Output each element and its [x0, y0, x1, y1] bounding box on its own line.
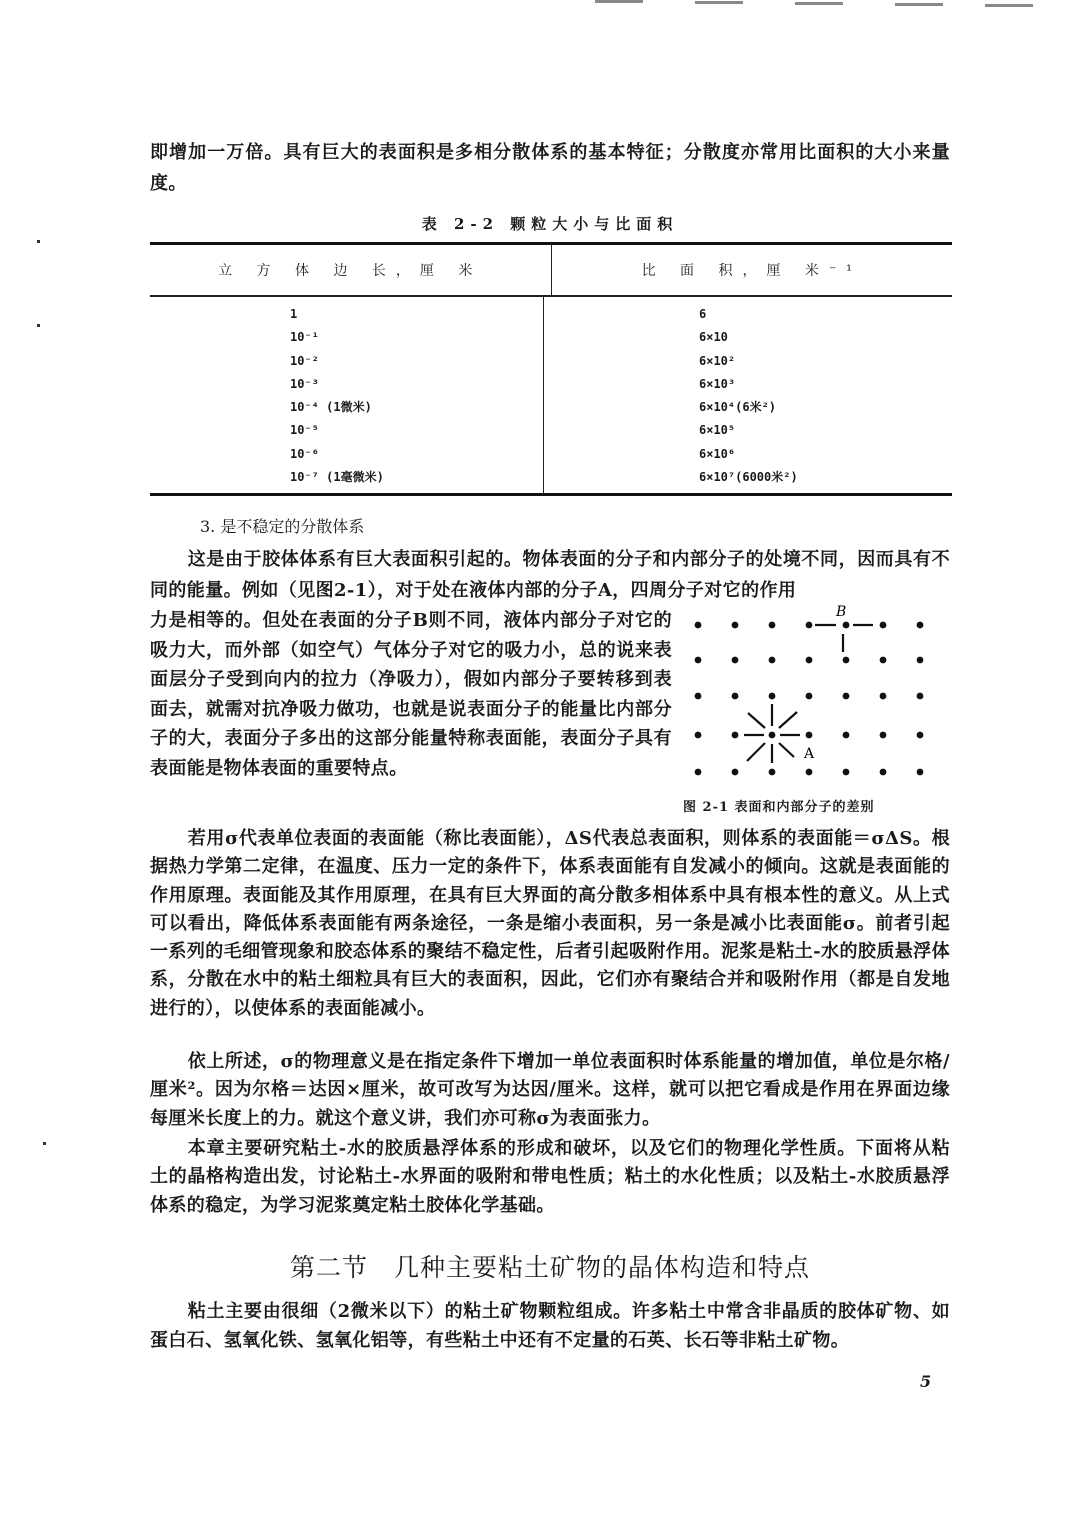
table-cell-area: 6×10² — [699, 353, 736, 368]
molecule-dot — [769, 657, 776, 664]
molecule-dot — [917, 769, 924, 776]
molecule-dot — [695, 769, 702, 776]
molecule-dot — [806, 657, 813, 664]
molecule-dot — [695, 657, 702, 664]
paragraph-surface-energy-wrap: 力是相等的。但处在表面的分子B则不同，液体内部分子对它的吸力大，而外部（如空气）气体分子对它的吸力小，总的说来表面层分子受到向内的拉力（净吸力），假如内部分子要转移到表面去，就需对抗净吸力做功，也就是说表面分子的能量比内部分子的大，表面分子多出的这部分能量特称表面能，表面分子具有表面能是物体表面的重要特点。 — [150, 610, 672, 779]
paragraph-chapter-scope: 本章主要研究粘土-水的胶质悬浮体系的形成和破坏，以及它们的物理化学性质。下面将从粘土的晶格构造出发，讨论粘土-水界面的吸附和带电性质；粘土的水化性质；以及粘土-水胶质悬浮体系的稳定，为学习泥浆奠定粘土胶体化学基础。 — [150, 1138, 950, 1216]
molecule-dot — [917, 622, 924, 629]
table-cell-edge: 10⁻³ — [290, 376, 319, 391]
molecule-dot — [880, 657, 887, 664]
molecule-dot — [806, 732, 813, 739]
molecule-dot — [732, 769, 739, 776]
table-cell-area: 6×10³ — [699, 376, 736, 391]
scan-mark — [595, 0, 643, 3]
molecule-dot — [806, 769, 813, 776]
molecule-dot — [843, 657, 850, 664]
molecule-dot — [917, 732, 924, 739]
table-cell-edge: 10⁻⁴ (1微米) — [290, 400, 372, 415]
paragraph-clay-composition: 粘土主要由很细（2微米以下）的粘土矿物颗粒组成。许多粘土中常含非晶质的胶体矿物、如蛋白石、氢氧化铁、氢氧化铝等，有些粘土中还有不定量的石英、长石等非粘土矿物。 — [150, 1301, 950, 1351]
scan-speck — [37, 324, 40, 327]
molecule-dot — [917, 693, 924, 700]
table-cell-area: 6×10⁵ — [699, 423, 736, 438]
molecule-dot — [769, 693, 776, 700]
specific-area-column — [544, 297, 952, 493]
paragraph-unstable-intro: 这是由于胶体体系有巨大表面积引起的。物体表面的分子和内部分子的处境不同，因而具有不同的能量。例如（见图2-1），对于处在液体内部的分子A，四周分子对它的作用 — [150, 549, 950, 601]
intro-paragraph: 即增加一万倍。具有巨大的表面积是多相分散体系的基本特征；分散度亦常用比面积的大小来量度。 — [150, 142, 950, 194]
molecule-dot — [917, 657, 924, 664]
molecule-dot — [806, 693, 813, 700]
molecule-diagram — [683, 600, 953, 822]
table-header-row — [150, 245, 952, 295]
subheading: 3. 是不稳定的分散体系 — [200, 517, 365, 536]
particle-size-table — [150, 242, 952, 496]
molecule-dot — [732, 693, 739, 700]
table-cell-edge: 10⁻² — [290, 353, 319, 368]
molecule-dot — [843, 769, 850, 776]
scan-mark — [695, 1, 743, 4]
table-bottom-rule — [150, 493, 952, 496]
scan-speck — [43, 1142, 46, 1145]
label-a: A — [804, 746, 815, 762]
molecule-dot — [732, 622, 739, 629]
table-cell-edge: 10⁻⁷ (1毫微米) — [290, 470, 384, 485]
table-caption: 表 2-2 颗粒大小与比面积 — [421, 215, 679, 233]
molecule-dot — [732, 657, 739, 664]
scan-mark — [985, 4, 1033, 7]
header-specific-area: 比 面 积，厘 米⁻¹ — [641, 263, 862, 279]
figure-caption: 图 2-1 表面和内部分子的差别 — [683, 800, 875, 815]
table-cell-area: 6×10 — [699, 330, 728, 345]
molecule-dot — [695, 622, 702, 629]
molecule-dot — [695, 732, 702, 739]
molecule-dot — [880, 769, 887, 776]
table-cell-edge: 1 — [290, 307, 298, 321]
molecule-dot — [843, 622, 850, 629]
molecule-dot — [880, 693, 887, 700]
table-cell-edge: 10⁻⁵ — [290, 423, 319, 438]
table-cell-area: 6×10⁴(6米²) — [699, 400, 777, 415]
table-cell-area: 6×10⁶ — [699, 446, 736, 461]
header-edge-length: 立 方 体 边 长，厘 米 — [150, 245, 552, 295]
molecule-b-arrows — [815, 625, 873, 652]
table-cell-area: 6 — [699, 307, 707, 321]
table-cell-area: 6×10⁷(6000米²) — [699, 470, 798, 485]
label-b: B — [836, 604, 847, 620]
molecule-dot — [880, 732, 887, 739]
scan-mark — [795, 2, 843, 5]
molecule-dot — [769, 732, 776, 739]
page-number: 5 — [920, 1372, 932, 1391]
molecule-dot — [843, 693, 850, 700]
molecule-dot — [806, 622, 813, 629]
table-cell-edge: 10⁻¹ — [290, 330, 319, 345]
molecule-dot — [769, 769, 776, 776]
molecule-dot — [880, 622, 887, 629]
molecule-dot — [843, 732, 850, 739]
molecule-dot — [695, 693, 702, 700]
table-cell-edge: 10⁻⁶ — [290, 446, 319, 461]
paragraph-surface-energy-principle: 若用σ代表单位表面的表面能（称比表面能），ΔS代表总表面积，则体系的表面能＝σΔS。根据热力学第二定律，在温度、压力一定的条件下，体系表面能有自发减小的倾向。这就是表面能的作用原理。表面能及其作用原理，在具有巨大界面的高分散多相体系中具有根本性的意义。从上式可以看出，降低体系表面能有两条途径，一条是缩小表面积，另一条是减小比表面能σ。前者引起一系列的毛细管现象和胶态体系的聚结不稳定性，后者引起吸附作用。泥浆是粘土-水的胶质悬浮体系，分散在水中的粘土细粒具有巨大的表面积，因此，它们亦有聚结合并和吸附作用（都是自发地进行的），以使体系的表面能减小。 — [150, 828, 950, 1019]
paragraph-surface-tension: 依上所述，σ的物理意义是在指定条件下增加一单位表面积时体系能量的增加值，单位是尔格/厘米²。因为尔格＝达因×厘米，故可改写为达因/厘米。这样，就可以把它看成是作用在界面边缘每厘米长度上的力。就这个意义讲，我们亦可称σ为表面张力。 — [150, 1051, 950, 1129]
molecule-dot — [732, 732, 739, 739]
section-title: 第二节 几种主要粘土矿物的晶体构造和特点 — [289, 1253, 810, 1282]
scan-speck — [37, 240, 40, 243]
table-body — [150, 297, 952, 493]
edge-column — [150, 297, 544, 493]
scan-mark — [895, 3, 943, 6]
molecule-dot — [769, 622, 776, 629]
